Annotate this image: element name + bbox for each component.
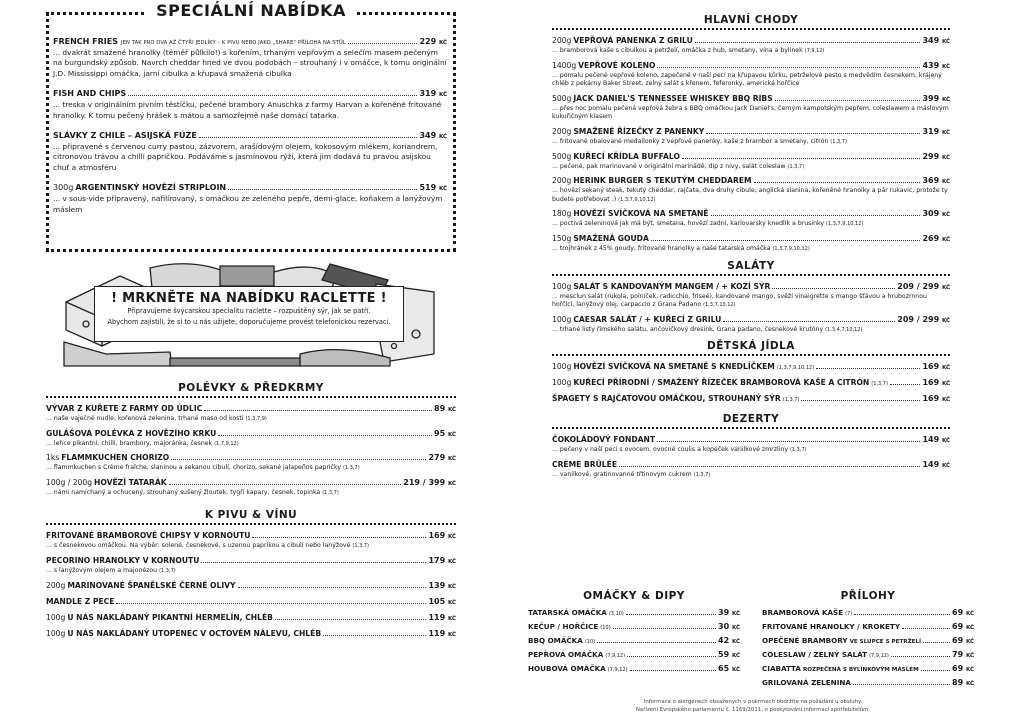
item-price: 169 KČ bbox=[922, 378, 950, 388]
dotted-leader bbox=[275, 619, 427, 620]
item-name: ARGENTINSKÝ HOVĚZÍ STRIPLOIN bbox=[75, 183, 227, 193]
item-price: 319 KČ bbox=[922, 126, 950, 136]
item-price: 69 KČ bbox=[952, 608, 974, 617]
item-weight: 1ks bbox=[46, 453, 60, 463]
item-name: VEPŘOVÁ PANENKA Z GRILU bbox=[573, 36, 693, 45]
item-name: HOVĚZÍ SVÍČKOVÁ NA SMETANĚ S KNEDLÍČKEM bbox=[573, 362, 775, 372]
item-name: CRÈME BRÛLÉE bbox=[552, 459, 618, 469]
dotted-leader bbox=[218, 435, 432, 436]
item-weight: 100g bbox=[552, 281, 572, 291]
item-name: ČOKOLÁDOVÝ FONDANT bbox=[552, 435, 656, 445]
item-price: 269 KČ bbox=[922, 233, 950, 243]
item-price: 399 KČ bbox=[922, 93, 950, 103]
item-name: U NÁS NAKLÁDANÝ UTOPENEC V OCTOVÉM NÁLEVU, CHLÉB bbox=[67, 628, 322, 638]
item-allergens: (1,3,7,9,10,12) bbox=[826, 221, 864, 228]
menu-item bbox=[528, 636, 740, 647]
dotted-leader bbox=[204, 410, 432, 411]
section-divider bbox=[46, 396, 456, 398]
section-title: PŘÍLOHY bbox=[840, 590, 896, 602]
item-description: ... s lanýžovým olejem a majonézou (1,3,7) bbox=[46, 566, 176, 574]
item-price: 209 / 299 KČ bbox=[897, 314, 950, 324]
dotted-leader bbox=[116, 603, 426, 604]
item-description: ... dvakrát smažené hranolky (téměř půlkilo!) s kořením, trhaným vepřovým a selečím masem pečeným na burgundský způsob. Navrch cheddar hned ve dvou podobách – strouhaný i v omáčce, k tomu originální J.D. Mississippi omáčka, jarní cibulka a křupavá smažená cibulka bbox=[53, 48, 447, 78]
item-allergens: (1,3,7) bbox=[789, 447, 807, 454]
menu-item bbox=[552, 282, 950, 310]
menu-item bbox=[552, 94, 950, 122]
allergen-footer bbox=[555, 698, 951, 714]
item-name: MARINOVANÉ ŠPANĚLSKÉ ČERNÉ OLIVY bbox=[67, 580, 236, 590]
dotted-leader bbox=[169, 484, 402, 485]
item-name: COLESLAW / ZELNÝ SALÁT bbox=[762, 650, 868, 659]
menu-item bbox=[528, 650, 740, 661]
item-price: 229 KČ bbox=[419, 37, 447, 46]
section-title: POLÉVKY & PŘEDKRMY bbox=[178, 382, 324, 394]
dotted-leader bbox=[890, 384, 921, 385]
dotted-leader bbox=[801, 400, 920, 401]
item-price: 209 / 299 KČ bbox=[897, 281, 950, 291]
item-price: 95 KČ bbox=[434, 428, 456, 438]
item-name: FISH AND CHIPS bbox=[53, 89, 127, 99]
item-description: ... fritované obalované medailonky z vepřové panenky, kaše z brambor a smetany, citrón (1,3,7) bbox=[552, 137, 847, 145]
item-name: FRITOVANÉ BRAMBOROVÉ CHIPSY V KORNOUTU bbox=[46, 531, 251, 541]
item-price: 309 KČ bbox=[922, 209, 950, 219]
dotted-leader bbox=[252, 537, 426, 538]
menu-item bbox=[46, 581, 456, 592]
section-divider bbox=[46, 523, 456, 525]
dotted-leader bbox=[921, 670, 950, 671]
item-description: ... poctivá zeleninová jak má být, smetana, hovězí zadní, karlovarský knedlík a brusinky (1,3,7,9,10,12) bbox=[552, 220, 864, 228]
section-title: K PIVU & VÍNU bbox=[204, 509, 298, 522]
raclette-line: Připravujeme švýcarskou specialitu raclette – rozpuštěný sýr, jak se patří. bbox=[127, 307, 371, 315]
item-note: JEN TAK PRO DVA AŽ ČTYŘI JEDLÍKY – K PIVU NEBO JAKO „SHARE“ PŘÍLOHA NA STŮL bbox=[120, 40, 346, 46]
menu-item bbox=[552, 435, 950, 455]
menu-item bbox=[46, 453, 456, 473]
item-name: KUŘECÍ KŘÍDLA BUFFALO bbox=[573, 151, 680, 161]
item-allergens: (1,3,7,9,10,12) bbox=[772, 245, 810, 252]
item-name: FLAMMKUCHEN CHORIZO bbox=[61, 453, 170, 463]
item-price: 299 KČ bbox=[922, 151, 950, 161]
item-allergens: (1,3,7) bbox=[693, 471, 711, 478]
item-weight: 1400g bbox=[552, 60, 577, 70]
item-description: ... lehce pikantní, chilli, brambory, majoránka, česnek (1,7,9,12) bbox=[46, 439, 239, 447]
menu-item bbox=[528, 608, 740, 619]
menu-item bbox=[762, 636, 974, 647]
item-price: 319 KČ bbox=[419, 89, 447, 99]
raclette-line: Abychom zajistili, že si to u nás užijete, doporučujeme provést telefonickou rezervaci. bbox=[107, 318, 391, 326]
item-name: SMAŽENÁ GOUDA bbox=[573, 233, 649, 243]
section-sauces bbox=[528, 590, 740, 692]
section-title: DEZERTY bbox=[722, 413, 780, 426]
item-name: KEČUP / HOŘČICE bbox=[528, 622, 599, 631]
dotted-leader bbox=[923, 642, 950, 643]
item-weight: 300g bbox=[53, 183, 74, 193]
dotted-leader bbox=[853, 684, 950, 685]
right-column bbox=[552, 8, 950, 485]
item-weight: 100g bbox=[46, 612, 66, 622]
dotted-leader bbox=[128, 95, 417, 96]
dotted-leader bbox=[657, 441, 920, 442]
section-divider bbox=[552, 354, 950, 356]
special-offer-box bbox=[46, 1, 456, 252]
item-price: 349 KČ bbox=[419, 131, 447, 141]
item-weight: 100g / 200g bbox=[46, 477, 93, 487]
item-allergens: (7,9,12) bbox=[605, 653, 626, 659]
dotted-leader bbox=[323, 635, 426, 636]
item-description: ... v sous-vide připravený, nafilírovaný, s omáčkou ze zeleného pepře, demi-glace, koňakem a lanýžovým máslem bbox=[53, 194, 443, 214]
item-weight: 100g bbox=[552, 362, 572, 372]
item-price: 349 KČ bbox=[922, 36, 950, 45]
sauces-and-sides bbox=[528, 590, 974, 692]
item-allergens: (1,3,7,9,10,12) bbox=[776, 365, 815, 372]
item-price: 369 KČ bbox=[922, 176, 950, 186]
item-price: 169 KČ bbox=[922, 394, 950, 404]
item-price: 139 KČ bbox=[428, 580, 456, 590]
item-price: 65 KČ bbox=[718, 664, 740, 673]
section-title: DĚTSKÁ JÍDLA bbox=[707, 340, 795, 353]
menu-item bbox=[552, 152, 950, 172]
item-description: ... treska v originálním pivním těstíčku, pečené brambory Anuschka z farmy Harvan a kořeněné fritované hranolky. K tomu pečený hrášek s mátou a samozřejmě naše domácí tatarka. bbox=[53, 100, 442, 120]
salads-list bbox=[552, 282, 950, 335]
dotted-leader bbox=[682, 158, 921, 159]
item-description: ... přes noc pomalu pečená vepřová žebra s BBQ omáčkou Jack Daniel's, černým kampotským pepřem, coleslawem a máslovým kukuřičným klasem bbox=[552, 104, 949, 121]
item-name: FRENCH FRIES bbox=[53, 37, 118, 46]
item-name: PECORINO HRANOLKY V KORNOUTU bbox=[46, 555, 200, 565]
item-note: VE SLUPCE S PETRŽELÍ bbox=[849, 639, 922, 645]
item-description: ... vanilkové, gratinovanné třtinovým cukrem (1,3,7) bbox=[552, 470, 711, 478]
item-price: 149 KČ bbox=[922, 435, 950, 445]
menu-item bbox=[762, 622, 974, 633]
sauces-list bbox=[528, 608, 740, 675]
item-description: ... pečené, pak marinované v originální marinádě, dip z nivy, salát coleslaw (1,3,7) bbox=[552, 162, 805, 170]
item-weight: 150g bbox=[552, 233, 572, 243]
item-weight: 200g bbox=[552, 176, 572, 186]
item-name: GRILOVANÁ ZELENINA bbox=[762, 678, 851, 687]
item-allergens: (3,10) bbox=[608, 611, 624, 617]
item-name: PEPŘOVÁ OMÁČKA bbox=[528, 650, 604, 659]
item-name: TATARSKÁ OMÁČKA bbox=[528, 608, 607, 617]
menu-item bbox=[552, 234, 950, 254]
item-price: 169 KČ bbox=[922, 362, 950, 372]
raclette-notice bbox=[94, 286, 404, 342]
item-name: FRITOVANÉ HRANOLKY / KROKETY bbox=[762, 622, 901, 631]
dotted-leader bbox=[902, 628, 950, 629]
special-item bbox=[53, 131, 447, 173]
item-name: HOUBOVÁ OMÁČKA bbox=[528, 664, 606, 673]
item-name: ŠPAGETY S RAJČATOVOU OMÁČKOU, STROUHANÝ SÝR bbox=[552, 394, 781, 404]
item-name: CIABATTA bbox=[762, 664, 801, 673]
dotted-leader bbox=[651, 240, 921, 241]
menu-item bbox=[46, 531, 456, 551]
section-title: HLAVNÍ CHODY bbox=[703, 14, 799, 26]
item-price: 89 KČ bbox=[952, 678, 974, 687]
menu-item bbox=[552, 394, 950, 405]
item-name: KUŘECÍ PŘÍRODNÍ / SMAŽENÝ ŘÍZEČEK BRAMBOROVÁ KAŠE A CITRÓN bbox=[573, 378, 870, 388]
dotted-leader bbox=[597, 642, 716, 643]
dotted-leader bbox=[695, 42, 921, 43]
item-name: HOVĚZÍ TATARÁK bbox=[94, 477, 167, 487]
section-salads bbox=[552, 260, 950, 335]
dotted-leader bbox=[775, 100, 921, 101]
item-allergens: (7,9,12) bbox=[869, 653, 889, 659]
item-name: BRAMBOROVÁ KAŠE bbox=[762, 608, 844, 617]
menu-item bbox=[552, 176, 950, 204]
menu-item bbox=[762, 678, 974, 689]
item-name: MANDLE Z PECE bbox=[46, 596, 115, 606]
item-name: VÝVAR Z KUŘETE Z FARMY OD ÚDLIC bbox=[46, 404, 203, 413]
item-price: 59 KČ bbox=[718, 650, 740, 659]
item-price: 30 KČ bbox=[718, 622, 740, 631]
item-name: BBQ OMÁČKA bbox=[528, 636, 583, 645]
section-soups bbox=[46, 382, 456, 497]
menu-item bbox=[552, 362, 950, 373]
item-name: GULÁŠOVÁ POLÉVKA Z HOVĚZÍHO KRKU bbox=[46, 428, 217, 438]
item-name: VEPŘOVÉ KOLENO bbox=[578, 60, 656, 70]
item-weight: 500g bbox=[552, 93, 572, 103]
item-name: HERINK BURGER S TEKUTÝM CHEDDAREM bbox=[573, 176, 752, 186]
dotted-leader bbox=[657, 67, 920, 68]
dotted-leader bbox=[171, 459, 426, 460]
item-price: 179 KČ bbox=[428, 555, 456, 565]
item-weight: 100g bbox=[552, 314, 572, 324]
menu-item bbox=[46, 478, 456, 498]
item-allergens: (1,3,7) bbox=[787, 163, 805, 170]
kids-list bbox=[552, 362, 950, 405]
section-divider bbox=[552, 28, 950, 30]
item-description: ... připravené s červenou curry pastou, zázvorem, arašídovým olejem, kokosovým mlékem, koriandrem, citronovou trávou a chilli papričkou. Podáváme s jasmínovou rýží, která jim dodává tu pravou asijskou chuť a atmosféru bbox=[53, 142, 438, 172]
section-main-courses bbox=[552, 14, 950, 254]
dotted-leader bbox=[238, 587, 427, 588]
item-price: 119 KČ bbox=[428, 628, 456, 638]
item-price: 119 KČ bbox=[428, 612, 456, 622]
desserts-list bbox=[552, 435, 950, 479]
item-price: 105 KČ bbox=[428, 596, 456, 606]
item-allergens: (1,3,4,7,10,12) bbox=[825, 326, 863, 333]
menu-item bbox=[46, 613, 456, 624]
sides-list bbox=[762, 608, 974, 689]
item-description: ... trhané listy římského salátu, ančovičkový dresink, Grana padano, česnekové krutóny (1,3,4,7,10,12) bbox=[552, 325, 863, 333]
dotted-leader bbox=[613, 628, 716, 629]
item-allergens: (1,3,7,10,12) bbox=[703, 302, 736, 309]
dotted-leader bbox=[626, 614, 716, 615]
item-price: 89 KČ bbox=[434, 404, 456, 413]
item-price: 69 KČ bbox=[952, 622, 974, 631]
special-item bbox=[53, 89, 447, 121]
item-price: 149 KČ bbox=[922, 459, 950, 469]
item-name: CAESAR SALÁT / + KUŘECÍ Z GRILU bbox=[573, 314, 722, 324]
section-beer-snacks bbox=[46, 509, 456, 639]
menu-item bbox=[762, 650, 974, 661]
dotted-leader bbox=[630, 670, 716, 671]
special-offer-title: SPECIÁLNÍ NABÍDKA bbox=[49, 1, 453, 20]
item-price: 219 / 399 KČ bbox=[403, 477, 456, 487]
menu-item bbox=[46, 556, 456, 576]
dotted-leader bbox=[711, 215, 921, 216]
item-price: 69 KČ bbox=[952, 664, 974, 673]
footer-line: Nařízení Evropského parlamentu č. 1169/2011, o poskytování informací spotřebitelům. bbox=[635, 707, 871, 713]
menu-item bbox=[528, 622, 740, 633]
dotted-leader bbox=[754, 182, 921, 183]
dotted-leader bbox=[199, 137, 418, 138]
menu-item bbox=[552, 127, 950, 147]
dotted-leader bbox=[627, 656, 716, 657]
item-allergens: (7,9,12) bbox=[607, 667, 628, 673]
section-divider bbox=[552, 427, 950, 429]
item-description: ... hovězí sekaný steak, tekutý cheddar, rajčata, dva druhy cibule, anglická slanina, kořeněné hranolky a pár rukavic, protože ty budete potřebovat :) (1,3,7,9,10,12) bbox=[552, 187, 948, 203]
item-price: 519 KČ bbox=[419, 183, 447, 193]
item-allergens: (1,3,7,9,10,12) bbox=[618, 196, 656, 203]
menu-item bbox=[552, 460, 950, 480]
dotted-leader bbox=[891, 656, 950, 657]
item-price: 79 KČ bbox=[952, 650, 974, 659]
menu-item bbox=[46, 629, 456, 640]
dotted-leader bbox=[854, 614, 950, 615]
section-sides bbox=[762, 590, 974, 692]
item-description: ... mesclun salát (rukola, polníček, radicchio, friseé), kandované mango, svěží vinaigrette s mango šťávou a hrubozrnnou hořčicí, lanýžový olej, carpaccio z Grana Padano (1,3,7,10,12) bbox=[552, 292, 927, 309]
menu-item bbox=[762, 664, 974, 675]
special-item bbox=[53, 37, 447, 79]
item-price: 69 KČ bbox=[952, 636, 974, 645]
menu-item bbox=[46, 429, 456, 449]
raclette-banner bbox=[46, 260, 456, 372]
item-description: ... bramborová kaše s cibulkou a petrželí, omáčka z hub, smetany, vína a bylinek (7,9,12) bbox=[552, 47, 825, 54]
item-name: JACK DANIEL'S TENNESSEE WHISKEY BBQ RIBS bbox=[573, 93, 773, 103]
item-name: HOVĚZÍ SVÍČKOVÁ NA SMETANĚ bbox=[573, 209, 709, 219]
dotted-leader bbox=[228, 189, 417, 190]
menu-item bbox=[552, 209, 950, 229]
menu-item bbox=[552, 378, 950, 389]
left-column bbox=[46, 1, 456, 645]
item-allergens: (10) bbox=[584, 639, 596, 645]
item-name: SLÁVKY Z CHILE – ASIJSKÁ FÚZE bbox=[53, 131, 197, 141]
item-note: ROZPEČENÁ S BYLINKOVÝM MÁSLEM bbox=[802, 667, 919, 673]
item-weight: 200g bbox=[552, 126, 572, 136]
item-allergens: (10) bbox=[600, 625, 611, 631]
item-name: OPEČENÉ BRAMBORY bbox=[762, 636, 848, 645]
dotted-leader bbox=[816, 368, 920, 369]
item-name: SMAŽENÉ ŘÍZEČKY Z PANENKY bbox=[573, 126, 705, 136]
item-weight: 500g bbox=[552, 151, 572, 161]
raclette-title: ! MRKNĚTE NA NABÍDKU RACLETTE ! bbox=[111, 291, 387, 306]
footer-line: Informace o alergenech obsažených v pokrmech obdržíte na požádání u obsluhy. bbox=[643, 699, 863, 705]
section-kids bbox=[552, 340, 950, 405]
menu-item bbox=[528, 664, 740, 675]
section-title: OMÁČKY & DIPY bbox=[583, 590, 685, 602]
main-courses-list bbox=[552, 36, 950, 254]
dotted-leader bbox=[706, 133, 920, 134]
dotted-leader bbox=[348, 43, 418, 44]
item-allergens: (7,9,12) bbox=[804, 48, 825, 54]
item-allergens: (7) bbox=[845, 611, 853, 617]
menu-item bbox=[46, 597, 456, 608]
item-name: U NÁS NAKLÁDANÝ PIKANTNÍ HERMELÍN, CHLÉB bbox=[67, 612, 273, 622]
dotted-leader bbox=[723, 321, 895, 322]
item-weight: 200g bbox=[552, 36, 572, 45]
item-description: ... s česnekovou omáčkou. Na výběr: solené, česnekové, s uzenou paprikou a cibulí nebo lanýžové (1,3,7) bbox=[46, 542, 369, 550]
menu-item bbox=[762, 608, 974, 619]
special-item bbox=[53, 183, 447, 215]
section-title: SALÁTY bbox=[727, 259, 775, 272]
section-desserts bbox=[552, 413, 950, 479]
item-price: 279 KČ bbox=[428, 453, 456, 463]
item-weight: 100g bbox=[552, 378, 572, 388]
menu-item bbox=[552, 36, 950, 56]
section-divider bbox=[552, 274, 950, 276]
menu-item bbox=[552, 61, 950, 89]
item-price: 42 KČ bbox=[718, 636, 740, 645]
item-weight: 100g bbox=[46, 628, 66, 638]
menu-item bbox=[552, 315, 950, 335]
dotted-leader bbox=[619, 466, 920, 467]
dotted-leader bbox=[201, 562, 426, 563]
item-description: ... pečený v naší peci s ovocem, ovocné coulis a kopeček vanilkové zmrzliny (1,3,7) bbox=[552, 446, 807, 454]
item-description: ... námi namíchaný a ochucený, strouhaný sušený žloutek, tygří kapary, česnek, topinka (1,3,7) bbox=[46, 488, 339, 496]
item-weight: 200g bbox=[46, 580, 66, 590]
item-description: ... flammkuchen s Crème fraîche, slaninou a sekanou cibulí, chorizo, sekané jalapeños papričky (1,3,7) bbox=[46, 464, 360, 472]
item-price: 39 KČ bbox=[718, 608, 740, 617]
item-weight: 180g bbox=[552, 209, 572, 219]
menu-item bbox=[46, 404, 456, 424]
item-description: ... naše vaječné nudle, kořenová zelenina, trhané maso od kosti (1,3,7,9) bbox=[46, 415, 267, 422]
item-allergens: (1,3,7) bbox=[871, 381, 888, 388]
item-price: 169 KČ bbox=[428, 531, 456, 541]
item-description: ... pomalu pečené vepřové koleno, zapečené v naší peci na křupavou kůrku, petrželové pesto s medvědím česnekem, krájený chléb z pekárny Baker Street, zelný salát s křenem, feferonky, americká hořčice bbox=[552, 71, 942, 88]
item-price: 439 KČ bbox=[922, 60, 950, 70]
item-allergens: (1,3,7) bbox=[830, 138, 847, 145]
dotted-leader bbox=[772, 288, 895, 289]
item-allergens: (1,3,7) bbox=[782, 397, 800, 404]
item-name: SALÁT S KANDOVANÝM MANGEM / + KOZÍ SÝR bbox=[573, 281, 771, 291]
item-description: ... trojhránek z 45% goudy, fritované hranolky a naše tatarská omáčka (1,3,7,9,10,12) bbox=[552, 244, 810, 252]
